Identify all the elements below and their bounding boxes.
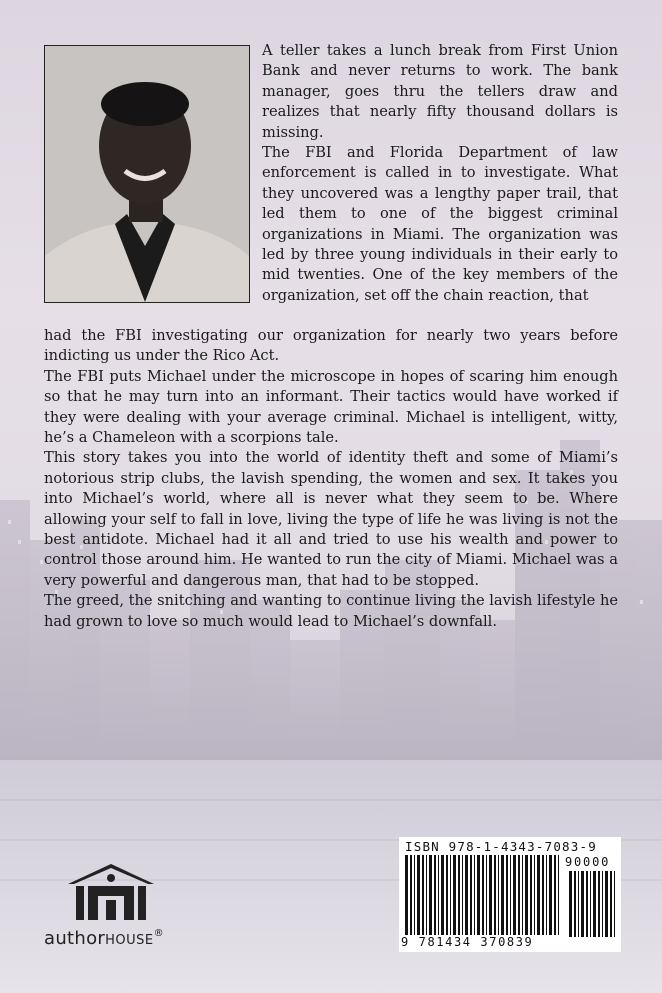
barcode-bar <box>417 855 420 935</box>
barcode-bar <box>569 871 572 937</box>
barcode-bar <box>486 855 487 935</box>
barcode-bar <box>422 855 424 935</box>
barcode-bar <box>470 855 472 935</box>
publisher-name-caps: HOUSE <box>105 933 154 948</box>
barcode-bar <box>462 855 463 935</box>
publisher-wordmark <box>44 928 164 949</box>
barcode-bar <box>546 855 547 935</box>
barcode-bar <box>586 871 588 937</box>
blurb-body <box>44 326 618 632</box>
barcode-bar <box>477 855 480 935</box>
barcode-bar <box>438 855 439 935</box>
barcode-bar <box>426 855 427 935</box>
barcode-bar <box>554 855 556 935</box>
publisher-logo <box>44 862 194 952</box>
barcode-bar <box>474 855 475 935</box>
barcode-bar <box>450 855 451 935</box>
isbn-number: ISBN 978-1-4343-7083-9 <box>405 839 597 854</box>
barcode-bar <box>465 855 468 935</box>
barcode-bar <box>593 871 596 937</box>
barcode-bar <box>542 855 544 935</box>
barcode-bar <box>458 855 460 935</box>
barcode-bar <box>610 871 612 937</box>
barcode-bar <box>602 871 603 937</box>
author-photo <box>44 45 250 303</box>
barcode-bar <box>482 855 484 935</box>
barcode-bar <box>434 855 436 935</box>
barcode-bar <box>598 871 600 937</box>
barcode-bar <box>590 871 591 937</box>
authorhouse-logo-icon <box>66 862 156 924</box>
barcode-bar <box>525 855 528 935</box>
blurb-paragraph: A teller takes a lunch break from First Union Bank and never returns to work. The bank manager, goes thru the tellers draw and realizes that nearly fifty thousand dollars is missing. <box>262 42 618 141</box>
blurb-paragraph: This story takes you into the world of identity theft and some of Miami’s notorious strip clubs, the lavish spending, the women and sex. It takes you into Michael’s world, where all is never what they seem to be. Where allowing your self to fall in love, living the type of life he was living is not the best antidote. Michael had it all and tried to use his wealth and power to control those around him. He wanted to run the city of Miami. Michael was a very powerful and dangerous man, that had to be stopped. <box>44 449 618 589</box>
isbn-barcode <box>399 837 621 952</box>
barcode-bar <box>513 855 516 935</box>
publisher-name-lower: author <box>44 928 106 949</box>
barcode-bar <box>501 855 504 935</box>
blurb-paragraph: The greed, the snitching and wanting to continue living the lavish lifestyle he had grown to love so much would lead to Michael’s downfall. <box>44 592 618 630</box>
blurb-paragraph: The FBI puts Michael under the microscope in hopes of scaring him enough so that he may turn into an informant. Their tactics would have worked if they were dealing with your average criminal. Michael is intelligent, witty, he’s a Chameleon with a scorpions tale. <box>44 367 618 447</box>
price-addon-digits: 90000 <box>565 855 611 869</box>
barcode-bar <box>530 855 532 935</box>
blurb-paragraph: had the FBI investigating our organization for nearly two years before indicting us under the Rico Act. <box>44 327 618 365</box>
ean-barcode-bars <box>403 855 563 939</box>
trademark-symbol: ® <box>153 928 164 939</box>
ean-digits: 9 781434 370839 <box>401 935 534 949</box>
barcode-bar <box>453 855 456 935</box>
barcode-bar <box>581 871 584 937</box>
barcode-bar <box>441 855 444 935</box>
barcode-bar <box>489 855 492 935</box>
barcode-bar <box>506 855 508 935</box>
barcode-bar <box>518 855 520 935</box>
blurb-intro <box>262 41 618 306</box>
barcode-bar <box>494 855 496 935</box>
barcode-bar <box>522 855 523 935</box>
barcode-bar <box>429 855 432 935</box>
barcode-bar <box>614 871 615 937</box>
barcode-bar <box>534 855 535 935</box>
barcode-bar <box>414 855 415 935</box>
addon-barcode-bars <box>567 871 617 937</box>
barcode-bar <box>410 855 412 935</box>
barcode-bar <box>574 871 576 937</box>
barcode-bar <box>510 855 511 935</box>
barcode-bar <box>537 855 540 935</box>
barcode-bar <box>549 855 552 935</box>
barcode-bar <box>405 855 408 935</box>
barcode-bar <box>558 855 559 935</box>
barcode-bar <box>605 871 608 937</box>
blurb-paragraph: The FBI and Florida Department of law enforcement is called in to investigate. What they uncovered was a lengthy paper trail, that led them to one of the biggest criminal organizations in Miami. The organization was led by three young individuals in their early to mid twenties. One of the key members of the organization, set off the chain reaction, that <box>262 144 618 304</box>
barcode-bar <box>498 855 499 935</box>
barcode-bar <box>446 855 448 935</box>
barcode-bar <box>578 871 579 937</box>
